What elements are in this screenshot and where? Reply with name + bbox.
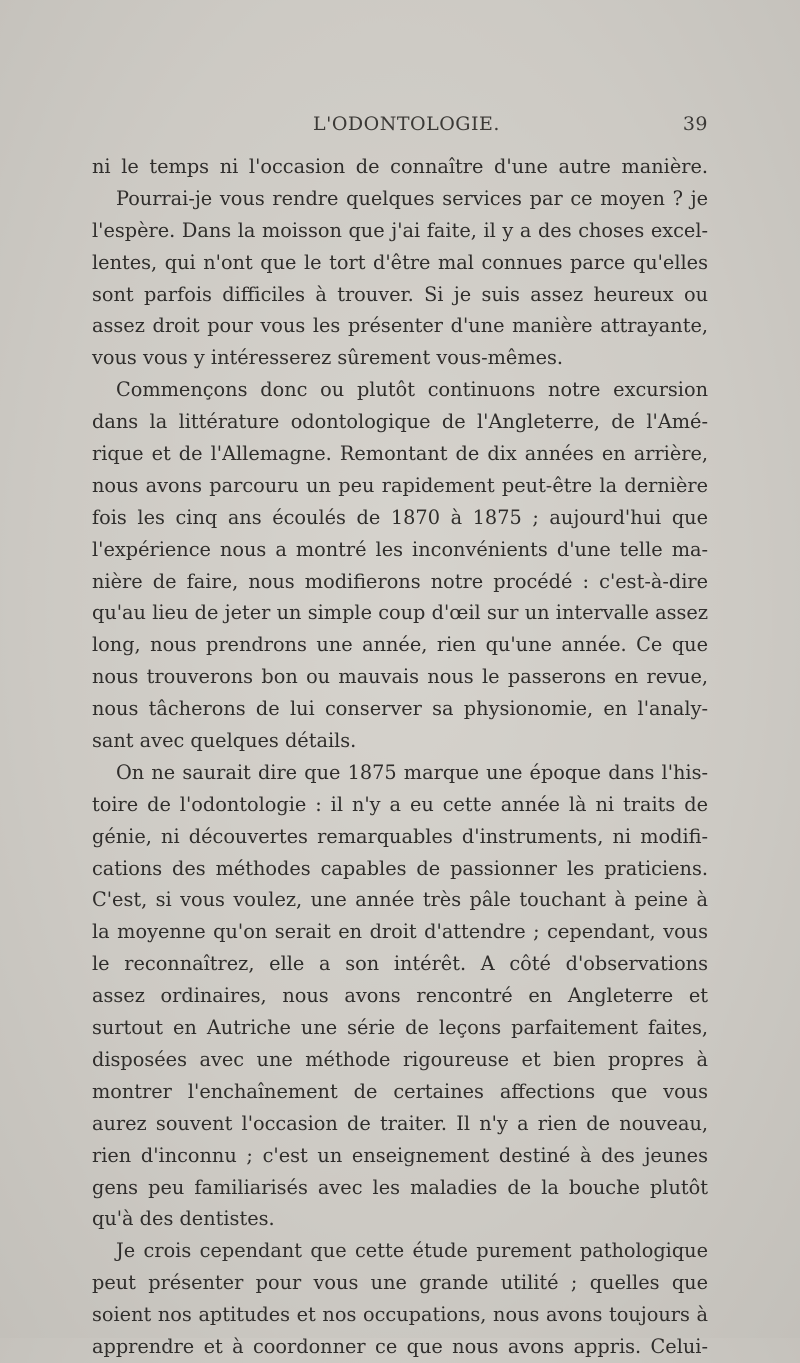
- text-line: surtout en Autriche une série de leçons parfaitement faites,: [92, 1016, 708, 1040]
- text-line: nous avons parcouru un peu rapidement peut-être la dernière: [92, 473, 708, 497]
- text-line: long, nous prendrons une année, rien qu'une année. Ce que: [92, 633, 708, 657]
- text-line: cations des méthodes capables de passionner les praticiens.: [92, 856, 708, 880]
- text-line: toire de l'odontologie : il n'y a eu cette année là ni traits de: [92, 792, 708, 816]
- text-line: dans la littérature odontologique de l'Angleterre, de l'Amé-: [92, 410, 708, 434]
- page-header: [118, 113, 708, 143]
- text-line: génie, ni découvertes remarquables d'instruments, ni modifi-: [92, 824, 708, 848]
- text-body: [92, 151, 708, 1363]
- text-line: sont parfois difficiles à trouver. Si je suis assez heureux ou: [92, 282, 708, 306]
- text-line: rien d'inconnu ; c'est un enseignement destiné à des jeunes: [92, 1143, 708, 1167]
- text-line: la moyenne qu'on serait en droit d'attendre ; cependant, vous: [92, 920, 708, 944]
- text-line: sant avec quelques détails.: [92, 729, 357, 753]
- text-line: l'expérience nous a montré les inconvénients d'une telle ma-: [92, 537, 708, 561]
- text-line: rique et de l'Allemagne. Remontant de dix années en arrière,: [92, 442, 708, 466]
- text-line: vous vous y intéresserez sûrement vous-mêmes.: [92, 346, 564, 370]
- text-line: On ne saurait dire que 1875 marque une époque dans l'his-: [116, 760, 708, 784]
- text-line: Je crois cependant que cette étude purement pathologique: [116, 1239, 708, 1263]
- text-line: disposées avec une méthode rigoureuse et bien propres à: [92, 1047, 708, 1071]
- text-line: nière de faire, nous modifierons notre procédé : c'est-à-dire: [92, 569, 708, 593]
- text-line: apprendre et à coordonner ce que nous avons appris. Celui-: [92, 1334, 708, 1358]
- text-line: l'espère. Dans la moisson que j'ai faite, il y a des choses excel-: [92, 218, 708, 242]
- text-line: qu'à des dentistes.: [92, 1207, 275, 1231]
- text-line: C'est, si vous voulez, une année très pâle touchant à peine à: [92, 888, 708, 912]
- text-line: aurez souvent l'occasion de traiter. Il n'y a rien de nouveau,: [92, 1111, 708, 1135]
- text-line: assez droit pour vous les présenter d'une manière attrayante,: [92, 314, 708, 338]
- text-line: soient nos aptitudes et nos occupations, nous avons toujours à: [92, 1303, 708, 1327]
- text-line: gens peu familiarisés avec les maladies de la bouche plutôt: [92, 1175, 708, 1199]
- page-number: 39: [682, 113, 708, 135]
- text-line: nous trouverons bon ou mauvais nous le passerons en revue,: [92, 665, 708, 689]
- text-line: qu'au lieu de jeter un simple coup d'œil sur un intervalle assez: [92, 601, 708, 625]
- text-line: ni le temps ni l'occasion de connaître d'une autre manière.: [92, 155, 708, 178]
- text-line: peut présenter pour vous une grande utilité ; quelles que: [92, 1271, 708, 1295]
- text-line: Pourrai-je vous rendre quelques services par ce moyen ? je: [116, 186, 708, 210]
- running-title: L'ODONTOLOGIE.: [313, 113, 500, 135]
- text-line: assez ordinaires, nous avons rencontré en Angleterre et: [92, 984, 708, 1008]
- text-line: nous tâcherons de lui conserver sa physionomie, en l'analy-: [92, 697, 708, 721]
- text-line: montrer l'enchaînement de certaines affections que vous: [92, 1079, 708, 1103]
- text-line: lentes, qui n'ont que le tort d'être mal connues parce qu'elles: [92, 250, 708, 274]
- text-line: Commençons donc ou plutôt continuons notre excursion: [116, 378, 708, 402]
- text-line: fois les cinq ans écoulés de 1870 à 1875 ; aujourd'hui que: [92, 505, 708, 529]
- text-line: le reconnaîtrez, elle a son intérêt. A côté d'observations: [92, 952, 708, 976]
